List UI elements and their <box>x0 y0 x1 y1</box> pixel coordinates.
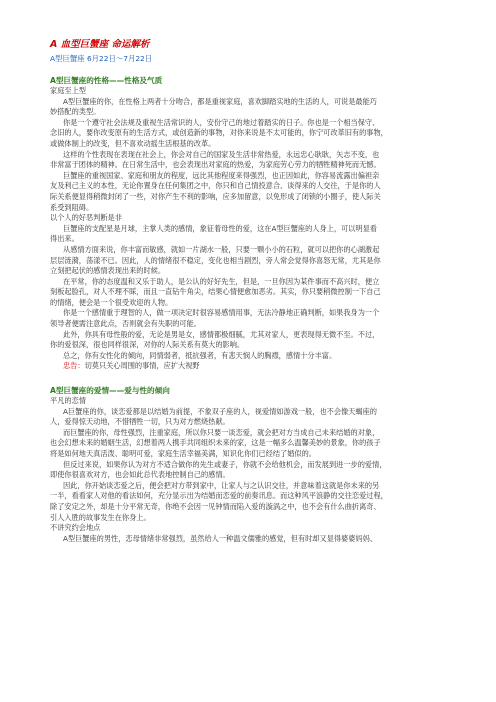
text-line: 人，爱得惊天动地，不惜牺牲一切，只为对方燃烧热献。 <box>50 417 230 427</box>
text-line: 引人入胜的故事发生在你身上。 <box>50 512 151 522</box>
text-line: 以个人的好恶判断是非 <box>50 213 122 223</box>
text-line: 刻板起脸孔，对人不理不睬，而且一直钻牛角尖，结果心情便愈加恶劣。其实，你只要稍微控制一下自己 <box>50 287 381 297</box>
text-line: 平凡的恋情 <box>50 396 86 406</box>
text-line: 一半，看看家人对他的看法如何，充分显示出为结婚而恋爱的前奏讯息。而这种风平浪静的交往恋爱过程， <box>50 491 388 501</box>
text-line: 非常富于团体的精神。在日常生活中，也会表现出对家庭的热爱，为家庭劳心劳力的牺牲精神死而无憾。 <box>50 160 381 170</box>
paragraph-line: 但反过来说，如果你认为对方不适合做你的先生或妻子，你就不会给他机会，而发展到进一步的爱情， <box>63 459 387 469</box>
paragraph-line: 你是一个遵守社会法规及重视生活常识的人，安份守己的地过着踏实的日子。你也是一个相当保守、 <box>63 117 380 127</box>
text-line: 友及利己主义的本性，无论你置身在任何集团之中，你只和自己情投意合、谈得来的人交往，于是你的人 <box>50 181 381 191</box>
text-line: 不讲究约会地点 <box>50 523 101 533</box>
text-line: 系受到阻碍。 <box>50 202 94 212</box>
document-body <box>50 75 456 544</box>
paragraph-line: 你是一个感情重于理智的人，做一项决定时很容易感情用事，无法冷静地正确判断，如果我身为一个 <box>63 308 380 318</box>
paragraph-line: 从感情方面来说，你丰富而敏感，就如一片湖水一般，只要一颗小小的石粒，就可以把你的心湖激起 <box>63 244 380 254</box>
text-line: 即使你很喜欢对方，也会如此总代表地控制自己的感情。 <box>50 470 230 480</box>
section-heading: A型巨蟹座的爱情——爱与性的倾向 <box>50 386 170 396</box>
paragraph-line: 巨蟹座的支配星是月球，主掌人类的感情，象征着母性的爱，这在A型巨蟹座的人身上，可以明显看 <box>63 223 377 233</box>
paragraph-line: 总之，你有女性化的倾向，同情弱者，抵抗强者，有悲天悯人的胸襟，感情十分丰富。 <box>63 350 337 360</box>
advice-text: 切莫只关心周围的事情，应扩大视野 <box>84 361 200 371</box>
advice-label: 忠告： <box>63 361 85 371</box>
paragraph-line: 巨蟹座的重视国家、家庭和朋友的程度，远比其他程度来得强烈，也正因如此，你容易流露出偏袒亲 <box>63 170 380 180</box>
text-line: 立刻把起伏的感情表现出来的时候。 <box>50 266 166 276</box>
text-line: 将是如何地天真活泼、聪明可爱，家庭生活幸福美满，知识化你们已经结了婚似的。 <box>50 449 316 458</box>
text-line: 或做体制上的改变，但不喜欢动摇生活根基的改革。 <box>50 138 216 148</box>
paragraph-line: 此外，你具有母性般的爱，无论是男是女，感情都极细腻，尤其对家人，更表现得无微不至。不过， <box>63 329 380 339</box>
document-title: A 血型巨蟹座 命运解析 <box>50 39 150 50</box>
paragraph-line: A型巨蟹座的你，在性格上两者十分吻合，都是重视家庭，喜欢脚踏实地的生活的人，可说是最能巧 <box>63 96 377 106</box>
text-line: 的情绪，便会是一个很受欢迎的人物。 <box>50 297 173 307</box>
paragraph-line: A巨蟹座的你，谈恋爱都是以结婚为前提，不象双子座的人，视爱情如游戏一般，也不会像天蝎座的 <box>63 406 377 416</box>
text-line: 念旧的人，要你改变原有的生活方式，或创造新的事物，对你来说是不太可能的，你宁可改革旧有的事物， <box>50 128 388 138</box>
text-line: 也会幻想未来的婚姻生活，幻想着两人携手共同组织未来的家，这是一幅多么温馨美妙的景象，你的孩子 <box>50 438 381 448</box>
text-line: 层层涟漪，荡漾不已。因此，人的情绪很不稳定，变化也相当剧烈，旁人常会觉得你喜怒无常，尤其是你 <box>50 255 381 265</box>
text-line: 家庭至上型 <box>50 86 86 95</box>
text-line: 得出来。 <box>50 234 79 244</box>
paragraph-line: 这样的个性表现在表现在社会上，你会对自己的国家及生活非常热爱，永远忠心耿耿，矢志不变，也 <box>63 149 380 159</box>
paragraph-line: 而巨蟹座的你，母性强烈，注重家庭，所以你只要一谈恋爱，就会把对方当成自己未来结婚的对象， <box>63 427 380 437</box>
paragraph-line: 在平常，你的态度温和又乐于助人，是公认的好好先生，但是，一旦你因为某件事而不高兴时，便立 <box>63 276 380 286</box>
paragraph-line: A型巨蟹座的男性，恋母情绪非常强烈，虽然给人一种温文儒雅的感觉，但有时却又显得婆婆妈妈、 <box>63 533 377 543</box>
advice-line <box>50 361 456 372</box>
text-line: 你的爱很深，很也同样很深，对你的人际关系有莫大的影响。 <box>50 340 245 350</box>
section-1 <box>50 75 456 372</box>
section-heading: A型巨蟹座的性格——性格及气质 <box>50 76 163 85</box>
section-2 <box>50 385 456 544</box>
text-line: 际关系便显得稍微封闭了一些，对你产生不利的影响，应多加留意，以免形成了闭锁的小圈子，使人际关 <box>50 191 381 201</box>
paragraph-line: 因此，你开始谈恋爱之后，便会把对方带到家中，让家人与之认识交往，并意味着这就是你未来的另 <box>63 480 380 490</box>
document-subtitle: A型巨蟹座 6月22日～7月22日 <box>50 54 153 63</box>
text-line: 妙搭配的类型。 <box>50 107 101 117</box>
text-line: 除了安定之外，却是十分平常无奇，你绝不会因一见钟情而陷入爱的漩涡之中，也不会有什么曲折离奇、 <box>50 501 381 511</box>
text-line: 领导者便需注意此点，否则就会有失职的可能。 <box>50 319 201 329</box>
